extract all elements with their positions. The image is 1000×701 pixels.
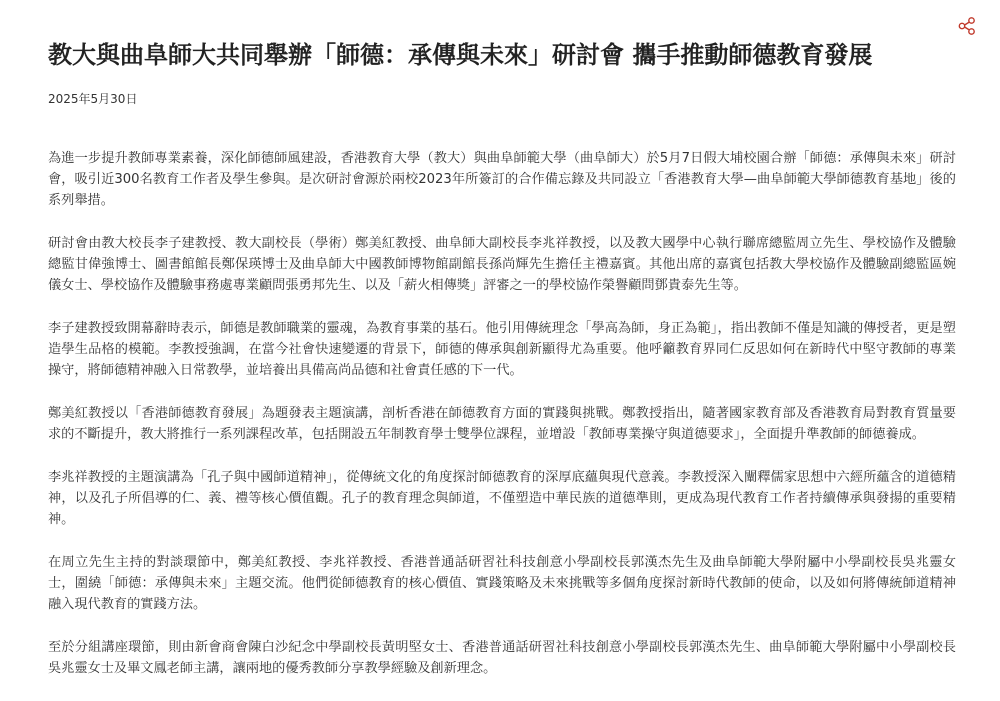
page-title: 教大與曲阜師大共同舉辦「師德：承傳與未來」研討會 攜手推動師德教育發展 — [48, 41, 873, 69]
paragraph-opening-speech: 李子建教授致開幕辭時表示，師德是教師職業的靈魂，為教育事業的基石。他引用傳統理念「學高為師，身正為範」，指出教師不僅是知識的傳授者，更是塑造學生品格的模範。李教授強調，在當今社會快速變遷的背景下，師德的傳承與創新顯得尤為重要。他呼籲教育界同仁反思如何在新時代中堅守教師的專業操守，將師德精神融入日常教學，並培養出具備高尚品德和社會責任感的下一代。 — [48, 321, 956, 378]
paragraph-guests: 研討會由教大校長李子建教授、教大副校長（學術）鄭美紅教授、曲阜師大副校長李兆祥教授，以及教大國學中心執行聯席總監周立先生、學校協作及體驗總監甘偉強博士、圖書館館長鄭保瑛博士及曲阜師大中國教師博物館副館長孫尚輝先生擔任主禮嘉賓。其他出席的嘉賓包括教大學校協作及體驗副總監區婉儀女士、學校協作及體驗事務處專業顧問張勇邦先生、以及「薪火相傳獎」評審之一的學校協作榮譽顧問鄧貴泰先生等。 — [48, 236, 956, 293]
paragraph-keynote-confucius: 李兆祥教授的主題演講為「孔子與中國師道精神」，從傳統文化的角度探討師德教育的深厚底蘊與現代意義。李教授深入闡釋儒家思想中六經所蘊含的道德精神，以及孔子所倡導的仁、義、禮等核心價值觀。孔子的教育理念與師道，不僅塑造中華民族的道德準則，更成為現代教育工作者持續傳承與發揚的重要精神。 — [48, 470, 956, 527]
paragraph-keynote-hk: 鄭美紅教授以「香港師德教育發展」為題發表主題演講，剖析香港在師德教育方面的實踐與挑戰。鄭教授指出，隨著國家教育部及香港教育局對教育質量要求的不斷提升，教大將推行一系列課程改革，包括開設五年制教育學士雙學位課程，並增設「教師專業操守與道德要求」，全面提升準教師的師德養成。 — [48, 406, 956, 442]
paragraph-dialogue: 在周立先生主持的對談環節中，鄭美紅教授、李兆祥教授、香港普通話研習社科技創意小學副校長郭漢杰先生及曲阜師範大學附屬中小學副校長吳兆靈女士，圍繞「師德：承傳與未來」主題交流。他們從師德教育的核心價值、實踐策略及未來挑戰等多個角度探討新時代教師的使命，以及如何將傳統師道精神融入現代教育的實踐方法。 — [48, 555, 956, 612]
paragraph-workshops: 至於分組講座環節，則由新會商會陳白沙紀念中學副校長黃明堅女士、香港普通話研習社科技創意小學副校長郭漢杰先生、曲阜師範大學附屬中小學副校長吳兆靈女士及畢文鳳老師主講，讓兩地的優秀教師分享教學經驗及創新理念。 — [48, 640, 956, 676]
paragraph-intro: 為進一步提升教師專業素養，深化師德師風建設，香港教育大學（教大）與曲阜師範大學（曲阜師大）於5月7日假大埔校園合辦「師德：承傳與未來」研討會，吸引近300名教育工作者及學生參與。是次研討會源於兩校2023年所簽訂的合作備忘錄及共同設立「香港教育大學—曲阜師範大學師德教育基地」後的系列舉措。 — [48, 151, 956, 208]
article-body — [48, 148, 956, 701]
share-icon[interactable] — [957, 16, 977, 36]
publish-date: 2025年5月30日 — [48, 92, 138, 106]
